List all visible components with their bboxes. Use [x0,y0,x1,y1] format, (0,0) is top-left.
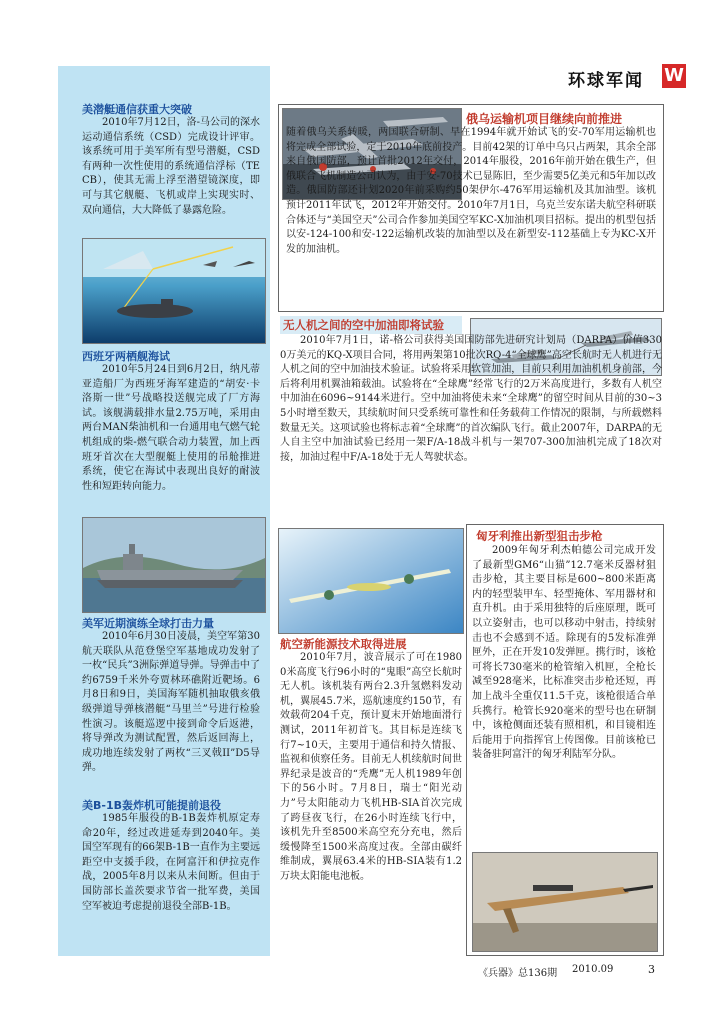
usnavy-body: 2010年6月30日凌晨，美空军第30航天联队从范登堡空军基地成功发射了一枚“民兵”3洲际弹道导弹。导弹击中了约6759千米外夸贾林环礁附近靶场。6月8日和9日，美国海军随机抽取俄亥俄级弹道导弹核潜艇“马里兰”号进行检验性演习。该艇巡逻中接到命令后返港，将导弹改为测试配置，然后返回海上，成功地连续发射了两枚“三叉戟II”D5导弹。 [82,631,260,774]
solar-plane-photo [278,528,464,634]
footer-page-number: 3 [648,963,655,976]
footer-issue: 《兵器》总136期 [478,968,558,979]
header-badge: W [662,64,686,88]
energy-title: 航空新能源技术取得进展 [280,637,407,651]
b1-title: 美B-1B轰炸机可能提前退役 [82,799,221,812]
spain-title: 西班牙两栖舰海试 [82,350,170,363]
russia-body: 随着俄乌关系转暖，两国联合研制、早在1994年就开始试飞的安-70军用运输机也将完成全部试验，定于2010年底前投产。目前42架的订单中乌只占两架，其余全部来自俄国防部，预计首批2012年交付，2014年服役，2016年前开始在俄生产，但俄联合飞机制造公司认为，由于安-70技术已显陈旧，至少需要5亿美元和5年加以改造。俄国防部还计划2020年前采购约50架伊尔-476军用运输机及其加油型。该机预计2011年试飞，2012年开始交付。2010年7月1日，乌克兰安东诺夫航空科研联合体还与“美国空天”公司合作参加美国空军KC-X加油机项目招标。提出的机型包括以安-124-100和安-122运输机改装的加油型以及在新型安-112基础上专为KC-X开发的加油机。 [286,127,656,255]
amphibious-ship-photo [82,517,266,613]
usnavy-title: 美军近期演练全球打击力量 [82,617,214,630]
b1-body: 1985年服役的B-1B轰炸机原定寿命20年，经过改进延寿到2040年。美国空军现有的66架B-1B一直作为主要远距空中支援手段，在阿富汗和伊拉克作战，2005年8月以来从未间断。但由于国防部长盖茨要求节省一批军费，美国空军被迫考虑提前退役全部B-1B。 [82,813,260,912]
uav-refuel-body: 2010年7月1日，诺-格公司获得美国国防部先进研究计划局（DARPA）价值3300万美元的KQ-X项目合同，将用两架第10批次RQ-4“全球鹰”高空长航时无人机进行无人机之间的空中加油技术验证。试验将采用软管加油，目前只利用加油机机身前部，今后将利用机翼油箱载油。试验将在“全球鹰”经常飞行的2万米高度进行，多数有人机空中加油在6096~9144米进行。空中加油将使未来“全球鹰”的留空时间从目前的30~35小时增至数天，其续航时间只受系统可靠性和任务载荷工作情况的限制，与所载燃料数量无关。这项试验也将标志着“全球鹰”的首次编队飞行。截止2007年，DARPA的无人自主空中加油试验已经用一架F/A-18战斗机与一架707-300加油机完成了18次对接，加油过程中F/A-18处于无人驾驶状态。 [280,335,662,463]
header-title: 环球军闻 [568,71,644,91]
submarine-body: 2010年7月12日，洛-马公司的深水运动通信系统（CSD）完成设计评审。该系统可用于美军所有型号潜艇，CSD有两种一次性使用的系统通信浮标（TECB），使其无需上浮至潜望镜深度，即可与其它舰艇、飞机或岸上实现实时、双向通信，大大降低了暴露危险。 [82,117,260,216]
footer-date: 2010.09 [572,964,614,975]
spain-body: 2010年5月24日到6月2日，纳凡蒂亚造船厂为西班牙海军建造的“胡安·卡洛斯一世”号战略投送舰完成了厂方海试。该舰满载排水量2.75万吨，采用由两台MAN柴油机和一台通用电气燃气轮机组成的柴-燃气联合动力装置，加上西班牙首次在大型舰艇上使用的吊舱推进系统，使它在海试中表现出良好的耐波性和短距转向能力。 [82,364,260,492]
russia-title: 俄乌运输机项目继续向前推进 [466,112,623,126]
energy-body: 2010年7月，波音展示了可在19800米高度飞行96小时的“鬼眼”高空长航时无人机。该机装有两台2.3升氢燃料发动机，翼展45.7米，巡航速度约150节，有效载荷204千克，预计夏末开始地面滑行测试，2011年初首飞。其目标是连续飞行7~10天，主要用于通信和持久情报、监视和侦察任务。目前无人机续航时间世界纪录是波音的“秃鹰”无人机1989年创下的56小时。7月8日，瑞士“阳光动力”号太阳能动力飞机HB-SIA首次完成了跨昼夜飞行，在26小时连续飞行中，该机先升至8500米高空充分充电，然后缓慢降至1500米高度过夜。全部由碳纤维制成，翼展63.4米的HB-SIA装有1.2万块太阳能电池板。 [280,652,462,882]
hungary-body: 2009年匈牙利杰帕德公司完成开发了最新型GM6“山猫”12.7毫米反器材狙击步枪，其主要目标是600~800米距离内的轻型装甲车、轻型掩体、军用器材和直升机。由于采用独特的后座原理，既可以立姿射击，也可以移动中射击，持续射击也不会感到不适。除现有的5发标准弹匣外，正在开发10发弹匣。携行时，该枪可将长730毫米的枪管缩入机匣，全枪长减至928毫米，比标准突击步枪还短，再加上战斗全重仅11.5千克，该枪很适合单兵携行。枪管长920毫米的型号也在研制中，该枪侧面还装有照相机，和目镜相连后能用于向指挥官上传图像。目前该枪已装备驻阿富汗的匈牙利陆军分队。 [472,545,656,761]
submarine-photo [82,238,266,344]
hungary-title: 匈牙利推出新型狙击步枪 [476,529,603,543]
uav-refuel-title: 无人机之间的空中加油即将试验 [280,316,462,334]
sniper-rifle-photo [472,852,658,952]
submarine-title: 美潜艇通信获重大突破 [82,103,192,116]
